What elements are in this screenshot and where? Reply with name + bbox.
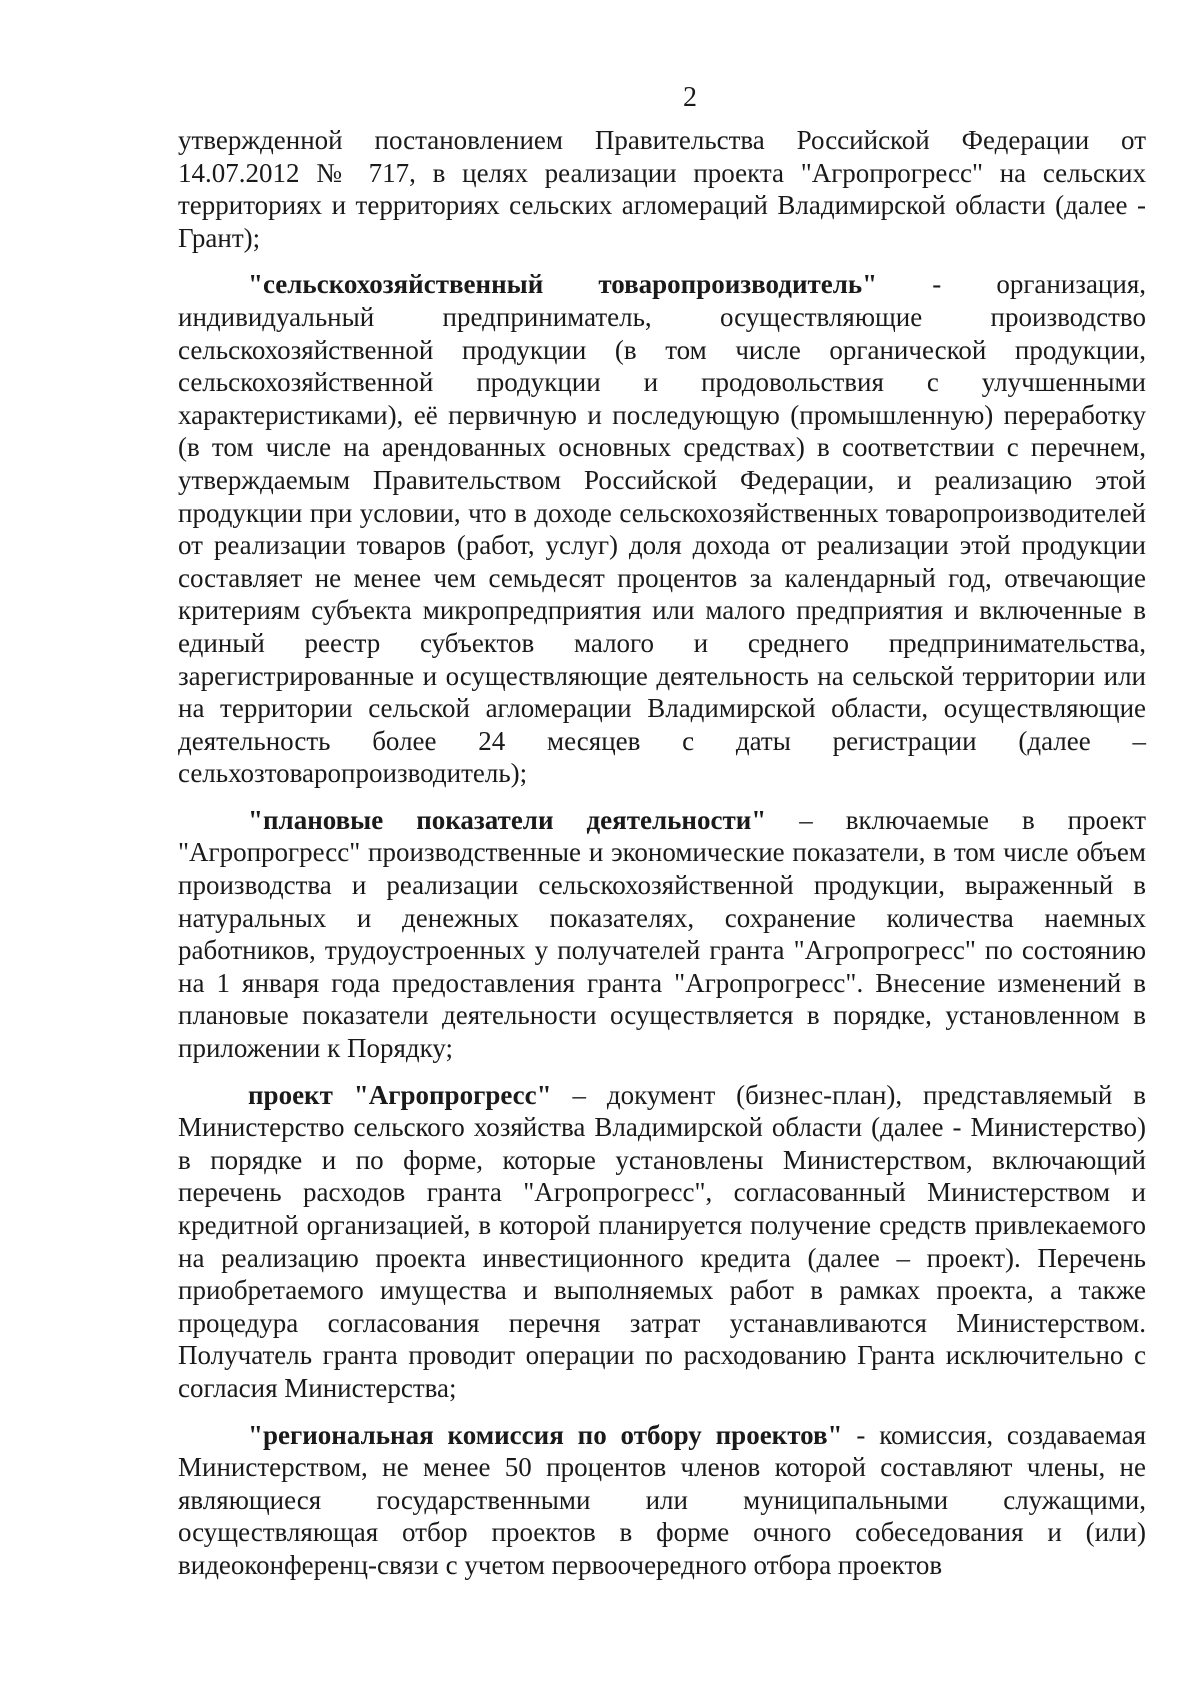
paragraph-commission-definition	[178, 1419, 1146, 1582]
paragraph-text: утвержденной постановлением Правительства Российской Федерации от 14.07.2012 № 717, в целях реализации проекта "Агропрогресс" на сельских территориях и территориях сельских агломераций Владимирской области (далее - Грант);	[178, 125, 1146, 253]
paragraph-text: – включаемые в проект "Агропрогресс" производственные и экономические показатели, в том числе объем производства и реализации сельскохозяйственной продукции, выраженный в натуральных и денежных показателях, сохранение количества наемных работников, трудоустроенных у получателей гранта "Агропрогресс" по состоянию на 1 января года предоставления гранта "Агропрогресс". Внесение изменений в плановые показатели деятельности осуществляется в порядке, установленном в приложении к Порядку;	[178, 804, 1146, 1064]
paragraph-text: - организация, индивидуальный предприниматель, осуществляющие производство сельскохозяйственной продукции (в том числе органической продукции, сельскохозяйственной продукции и продовольствия с улучшенными характеристиками), её первичную и последующую (промышленную) переработку (в том числе на арендованных основных средствах) в соответствии с перечнем, утверждаемым Правительством Российской Федерации, и реализацию этой продукции при условии, что в доходе сельскохозяйственных товаропроизводителей от реализации товаров (работ, услуг) доля дохода от реализации этой продукции составляет не менее чем семьдесят процентов за календарный год, отвечающие критериям субъекта микропредприятия или малого предприятия и включенные в единый реестр субъектов малого и среднего предпринимательства, зарегистрированные и осуществляющие деятельность на сельской территории или на территории сельской агломерации Владимирской области, осуществляющие деятельность более 24 месяцев с даты регистрации (далее – сельхозтоваропроизводитель);	[178, 269, 1146, 789]
page-number: 2	[683, 82, 697, 113]
paragraph-planned-indicators-definition	[178, 804, 1146, 1065]
paragraph-text: - комиссия, создаваемая Министерством, не менее 50 процентов членов которой составляют члены, не являющиеся государственными или муниципальными служащими, осуществляющая отбор проектов в форме очного собеседования и (или) видеоконференц-связи с учетом первоочередного отбора проектов	[178, 1419, 1146, 1580]
paragraph-grant-definition-tail	[178, 124, 1146, 254]
defined-term: "региональная комиссия по отбору проектов"	[248, 1419, 843, 1450]
document-body	[178, 124, 1146, 1582]
paragraph-project-definition	[178, 1079, 1146, 1405]
paragraph-text: – документ (бизнес-план), представляемый в Министерство сельского хозяйства Владимирской области (далее - Министерство) в порядке и по форме, которые установлены Министерством, включающий перечень расходов гранта "Агропрогресс", согласованный Министерством и кредитной организацией, в которой планируется получение средств привлекаемого на реализацию проекта инвестиционного кредита (далее – проект). Перечень приобретаемого имущества и выполняемых работ в рамках проекта, а также процедура согласования перечня затрат устанавливаются Министерством. Получатель гранта проводит операции по расходованию Гранта исключительно с согласия Министерства;	[178, 1079, 1146, 1403]
paragraph-producer-definition	[178, 268, 1146, 790]
defined-term: "сельскохозяйственный товаропроизводитель"	[248, 269, 878, 300]
defined-term: "плановые показатели деятельности"	[248, 804, 767, 835]
defined-term: проект "Агропрогресс"	[248, 1079, 552, 1110]
